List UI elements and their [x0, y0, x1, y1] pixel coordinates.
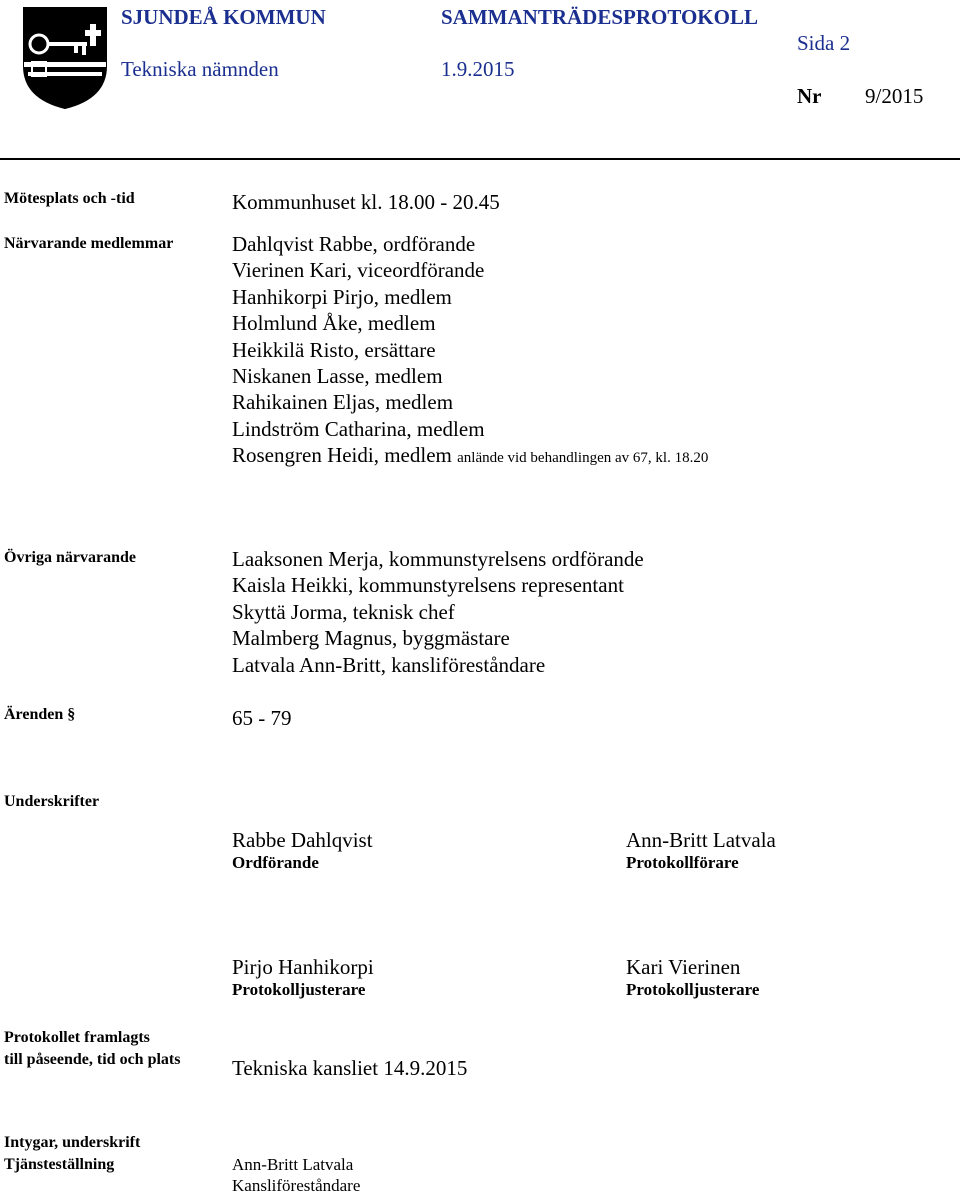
list-item: Rahikainen Eljas, medlem — [232, 390, 454, 415]
items-label-text: Ärenden — [4, 706, 64, 723]
adjuster1-role: Protokolljusterare — [232, 980, 366, 999]
document-type: SAMMANTRÄDESPROTOKOLL — [441, 5, 758, 29]
other-present-label: Övriga närvarande — [4, 549, 136, 566]
meeting-date: 1.9.2015 — [441, 57, 515, 81]
list-item: Kaisla Heikki, kommunstyrelsens representant — [232, 573, 624, 598]
last-member-name: Rosengren Heidi, medlem — [232, 443, 452, 468]
list-item: Dahlqvist Rabbe, ordförande — [232, 232, 476, 256]
display-value: Tekniska kansliet 14.9.2015 — [232, 1056, 468, 1080]
list-item: Vierinen Kari, viceordförande — [232, 258, 485, 283]
list-item: Heikkilä Risto, ersättare — [232, 337, 436, 362]
chair-name: Rabbe Dahlqvist — [232, 828, 373, 852]
display-label-line2: till påseende, tid och plats — [4, 1051, 181, 1068]
list-item: Skyttä Jorma, teknisk chef — [232, 599, 455, 624]
page-number: Sida 2 — [797, 31, 851, 55]
meeting-place-value: Kommunhuset kl. 18.00 - 20.45 — [232, 190, 500, 214]
list-item: Laaksonen Merja, kommunstyrelsens ordförande — [232, 547, 644, 571]
protocol-number: 9/2015 — [865, 84, 924, 108]
meeting-place-label: Mötesplats och -tid — [4, 190, 135, 207]
last-member-note: anlände vid behandlingen av 67, kl. 18.20 — [457, 450, 709, 467]
list-item: Niskanen Lasse, medlem — [232, 363, 443, 388]
list-item: Hanhikorpi Pirjo, medlem — [232, 284, 452, 309]
municipality-coat-of-arms — [22, 6, 108, 110]
certification-name: Ann-Britt Latvala — [232, 1155, 354, 1174]
section-symbol: § — [67, 706, 76, 723]
certification-label-line1: Intygar, underskrift — [4, 1134, 141, 1151]
adjuster1-name: Pirjo Hanhikorpi — [232, 955, 374, 979]
header-divider — [0, 158, 960, 160]
items-label — [4, 706, 75, 724]
adjuster2-role: Protokolljusterare — [626, 980, 760, 999]
other-present-list — [232, 546, 644, 678]
secretary-name: Ann-Britt Latvala — [626, 828, 776, 852]
list-item: Malmberg Magnus, byggmästare — [232, 626, 510, 651]
municipality-name: SJUNDEÅ KOMMUN — [121, 5, 326, 29]
present-members-label: Närvarande medlemmar — [4, 235, 174, 252]
list-item: Lindström Catharina, medlem — [232, 416, 485, 441]
protocol-number-label: Nr — [797, 84, 822, 108]
committee-name: Tekniska nämnden — [121, 57, 279, 81]
list-item — [232, 442, 708, 468]
secretary-role: Protokollförare — [626, 853, 739, 872]
list-item: Latvala Ann-Britt, kansliföreståndare — [232, 652, 546, 677]
list-item: Holmlund Åke, medlem — [232, 311, 436, 336]
adjuster2-name: Kari Vierinen — [626, 955, 741, 979]
chair-role: Ordförande — [232, 853, 319, 872]
certification-label-line2: Tjänsteställning — [4, 1156, 115, 1173]
present-members-list — [232, 231, 708, 469]
items-range: 65 - 79 — [232, 706, 292, 730]
certification-title: Kansliföreståndare — [232, 1176, 361, 1195]
signatures-label: Underskrifter — [4, 793, 100, 810]
display-label-line1: Protokollet framlagts — [4, 1029, 150, 1046]
